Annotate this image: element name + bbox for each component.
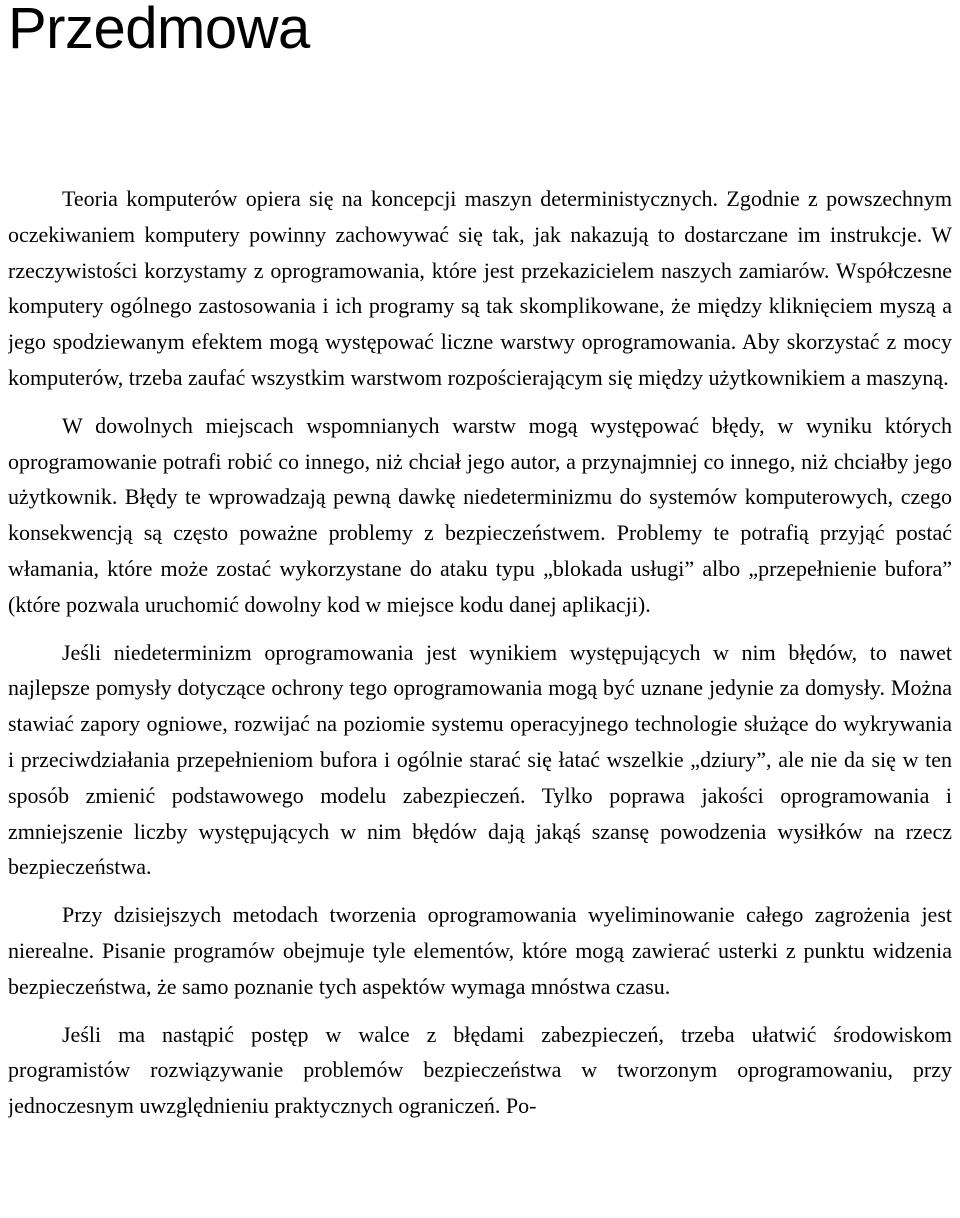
page-title: Przedmowa [8, 0, 310, 61]
paragraph: Teoria komputerów opiera się na koncepcji maszyn deterministycznych. Zgodnie z powszechnym oczekiwaniem komputery powinny zachowywać się tak, jak nakazują to dostarczane im instrukcje. W rzeczywistości korzystamy z oprogramowania, które jest przekazicielem naszych zamiarów. Współczesne komputery ogólnego zastosowania i ich programy są tak skomplikowane, że między kliknięciem myszą a jego spodziewanym efektem mogą występować liczne warstwy oprogramowania. Aby skorzystać z mocy komputerów, trzeba zaufać wszystkim warstwom rozpościerającym się między użytkownikiem a maszyną. [8, 186, 952, 390]
paragraph: W dowolnych miejscach wspomnianych warstw mogą występować błędy, w wyniku których oprogramowanie potrafi robić co innego, niż chciał jego autor, a przynajmniej co innego, niż chciałby jego użytkownik. Błędy te wprowadzają pewną dawkę niedeterminizmu do systemów komputerowych, czego konsekwencją są często poważne problemy z bezpieczeństwem. Problemy te potrafią przyjąć postać włamania, które może zostać wykorzystane do ataku typu „blokada usługi” albo „przepełnienie bufora” (które pozwala uruchomić dowolny kod w miejsce kodu danej aplikacji). [8, 412, 952, 617]
body-text [8, 181, 952, 1124]
document-page [8, 0, 952, 1218]
paragraph: Przy dzisiejszych metodach tworzenia oprogramowania wyeliminowanie całego zagrożenia jest nierealne. Pisanie programów obejmuje tyle elementów, które mogą zawierać usterki z punktu widzenia bezpieczeństwa, że samo poznanie tych aspektów wymaga mnóstwa czasu. [8, 902, 952, 999]
paragraph: Jeśli niedeterminizm oprogramowania jest wynikiem występujących w nim błędów, to nawet najlepsze pomysły dotyczące ochrony tego oprogramowania mogą być uznane jedynie za domysły. Można stawiać zapory ogniowe, rozwijać na poziomie systemu operacyjnego technologie służące do wykrywania i przeciwdziałania przepełnieniom bufora i ogólnie starać się łatać wszelkie „dziury”, ale nie da się w ten sposób zmienić podstawowego modelu zabezpieczeń. Tylko poprawa jakości oprogramowania i zmniejszenie liczby występujących w nim błędów dają jakąś szansę powodzenia wysiłków na rzecz bezpieczeństwa. [8, 639, 952, 880]
paragraph: Jeśli ma nastąpić postęp w walce z błędami zabezpieczeń, trzeba ułatwić środowiskom programistów rozwiązywanie problemów bezpieczeństwa w tworzonym oprogramowaniu, przy jednoczesnym uwzględnieniu praktycznych ograniczeń. Po- [8, 1021, 952, 1119]
